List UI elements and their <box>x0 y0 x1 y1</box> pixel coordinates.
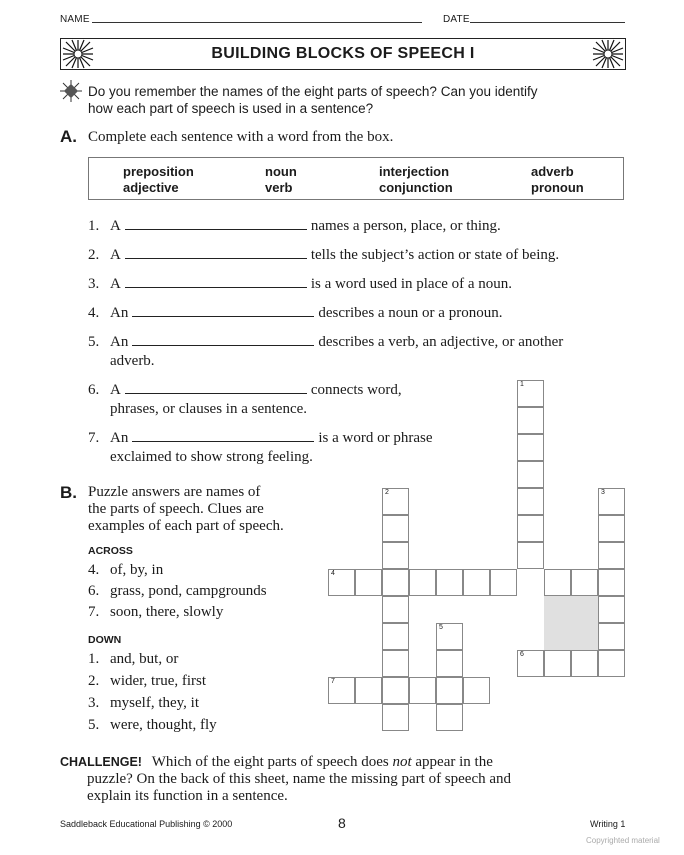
challenge-line-2: puzzle? On the back of this sheet, name the missing part of speech and <box>87 771 512 787</box>
down-clue-5: 5. were, thought, fly <box>88 717 217 733</box>
crossword-cell[interactable] <box>382 569 409 596</box>
word-verb: verb <box>265 180 293 195</box>
crossword-cell[interactable] <box>382 515 409 542</box>
name-line <box>92 22 422 23</box>
starburst-icon-right <box>591 39 625 69</box>
crossword-clue-number: 7 <box>331 678 335 685</box>
challenge-label: CHALLENGE! <box>60 755 142 769</box>
crossword-cell[interactable] <box>598 515 625 542</box>
sentence-item-7: 7. An is a word or phrase exclaimed to show strong feeling. <box>88 427 432 467</box>
word-noun: noun <box>265 164 297 179</box>
crossword-cell[interactable] <box>463 569 490 596</box>
crossword-cell[interactable] <box>436 623 463 650</box>
starburst-icon-left <box>61 39 95 69</box>
across-clue-7: 7. soon, there, slowly <box>88 604 224 620</box>
crossword-cell[interactable] <box>598 542 625 569</box>
crossword-cell[interactable] <box>409 569 436 596</box>
crossword-cell[interactable] <box>544 650 571 677</box>
crossword-cell[interactable] <box>436 650 463 677</box>
crossword-cell[interactable] <box>517 650 544 677</box>
sentence-item-3: 3. A is a word used in place of a noun. <box>88 273 512 294</box>
section-b-instruction: Puzzle answers are names of the parts of speech. Clues are examples of each part of speech. <box>88 484 284 534</box>
crossword-cell[interactable] <box>571 650 598 677</box>
crossword-cell[interactable] <box>382 596 409 623</box>
crossword-cell[interactable] <box>382 650 409 677</box>
crossword-cell[interactable] <box>463 677 490 704</box>
intro-text <box>88 83 538 117</box>
word-pronoun: pronoun <box>531 180 584 195</box>
crossword-cell[interactable] <box>517 407 544 434</box>
sentence-item-6: 6. A connects word, phrases, or clauses in a sentence. <box>88 379 402 419</box>
crossword-cell[interactable] <box>598 623 625 650</box>
crossword-cell[interactable] <box>382 542 409 569</box>
challenge-line-3: explain its function in a sentence. <box>87 788 288 804</box>
crossword-cell[interactable] <box>598 569 625 596</box>
crossword-cell[interactable] <box>382 623 409 650</box>
section-a-instruction: Complete each sentence with a word from the box. <box>88 129 394 145</box>
crossword-cell[interactable] <box>544 569 571 596</box>
down-clue-3: 3. myself, they, it <box>88 695 200 711</box>
diamond-ornament-icon <box>60 80 82 107</box>
crossword-cell[interactable] <box>517 434 544 461</box>
word-interjection: interjection <box>379 164 450 179</box>
challenge-text-part-1: Which of the eight parts of speech does <box>151 754 389 770</box>
crossword-cell[interactable] <box>571 569 598 596</box>
section-b-letter: B. <box>60 483 77 502</box>
crossword-clue-number: 2 <box>385 489 389 496</box>
crossword-cell[interactable] <box>328 677 355 704</box>
across-clue-6: 6. grass, pond, campgrounds <box>88 583 267 599</box>
page-number: 8 <box>338 815 346 831</box>
crossword-cell[interactable] <box>382 677 409 704</box>
challenge-block <box>60 754 630 805</box>
crossword-clue-number: 1 <box>520 381 524 388</box>
answer-blank-2[interactable] <box>125 244 307 259</box>
challenge-text-emphasis: not <box>392 754 412 770</box>
crossword-cell[interactable] <box>355 677 382 704</box>
answer-blank-5[interactable] <box>132 331 314 346</box>
intro-line-2: how each part of speech is used in a sentence? <box>88 101 374 116</box>
answer-blank-3[interactable] <box>125 273 307 288</box>
crossword-cell[interactable] <box>436 569 463 596</box>
word-preposition: preposition <box>123 164 194 179</box>
crossword-cell[interactable] <box>490 569 517 596</box>
down-heading: DOWN <box>88 634 122 646</box>
answer-blank-1[interactable] <box>125 215 307 230</box>
sentence-item-2: 2. A tells the subject’s action or state of being. <box>88 244 559 265</box>
crossword-cell[interactable] <box>355 569 382 596</box>
crossword-cell[interactable] <box>517 461 544 488</box>
crossword-clue-number: 4 <box>331 570 335 577</box>
crossword-shaded-block <box>544 596 598 650</box>
section-a-letter: A. <box>60 127 77 146</box>
crossword-cell[interactable] <box>517 488 544 515</box>
down-clue-1: 1. and, but, or <box>88 651 179 667</box>
sentence-item-5: 5. An describes a verb, an adjective, or another adverb. <box>88 331 563 371</box>
date-line <box>470 22 625 23</box>
crossword-cell[interactable] <box>598 488 625 515</box>
page-title: BUILDING BLOCKS OF SPEECH I <box>211 45 475 62</box>
crossword-clue-number: 5 <box>439 624 443 631</box>
name-label: NAME <box>60 14 90 25</box>
across-heading: ACROSS <box>88 545 133 557</box>
word-adverb: adverb <box>531 164 574 179</box>
crossword-clue-number: 3 <box>601 489 605 496</box>
crossword-cell[interactable] <box>328 569 355 596</box>
answer-blank-6[interactable] <box>125 379 307 394</box>
crossword-cell[interactable] <box>517 542 544 569</box>
answer-blank-7[interactable] <box>132 427 314 442</box>
crossword-cell[interactable] <box>436 677 463 704</box>
series-label: Writing 1 <box>590 819 626 829</box>
copyright-watermark: Copyrighted material <box>586 836 660 845</box>
crossword-cell[interactable] <box>436 704 463 731</box>
challenge-text-part-2: appear in the <box>415 754 493 770</box>
down-clue-2: 2. wider, true, first <box>88 673 207 689</box>
word-box <box>88 157 624 200</box>
answer-blank-4[interactable] <box>132 302 314 317</box>
crossword-cell[interactable] <box>598 596 625 623</box>
crossword-cell[interactable] <box>382 488 409 515</box>
sentence-item-4: 4. An describes a noun or a pronoun. <box>88 302 502 323</box>
date-label: DATE <box>443 14 470 25</box>
crossword-cell[interactable] <box>598 650 625 677</box>
across-clue-4: 4. of, by, in <box>88 562 164 578</box>
crossword-cell[interactable] <box>517 380 544 407</box>
crossword-cell[interactable] <box>409 677 436 704</box>
word-conjunction: conjunction <box>379 180 453 195</box>
crossword-cell[interactable] <box>517 515 544 542</box>
sentence-item-1: 1. A names a person, place, or thing. <box>88 215 501 236</box>
intro-line-1: Do you remember the names of the eight parts of speech? Can you identify <box>88 84 538 99</box>
crossword-cell[interactable] <box>382 704 409 731</box>
crossword-clue-number: 6 <box>520 651 524 658</box>
publisher-credit: Saddleback Educational Publishing © 2000 <box>60 819 233 829</box>
word-adjective: adjective <box>123 180 179 195</box>
title-bar <box>60 38 626 70</box>
